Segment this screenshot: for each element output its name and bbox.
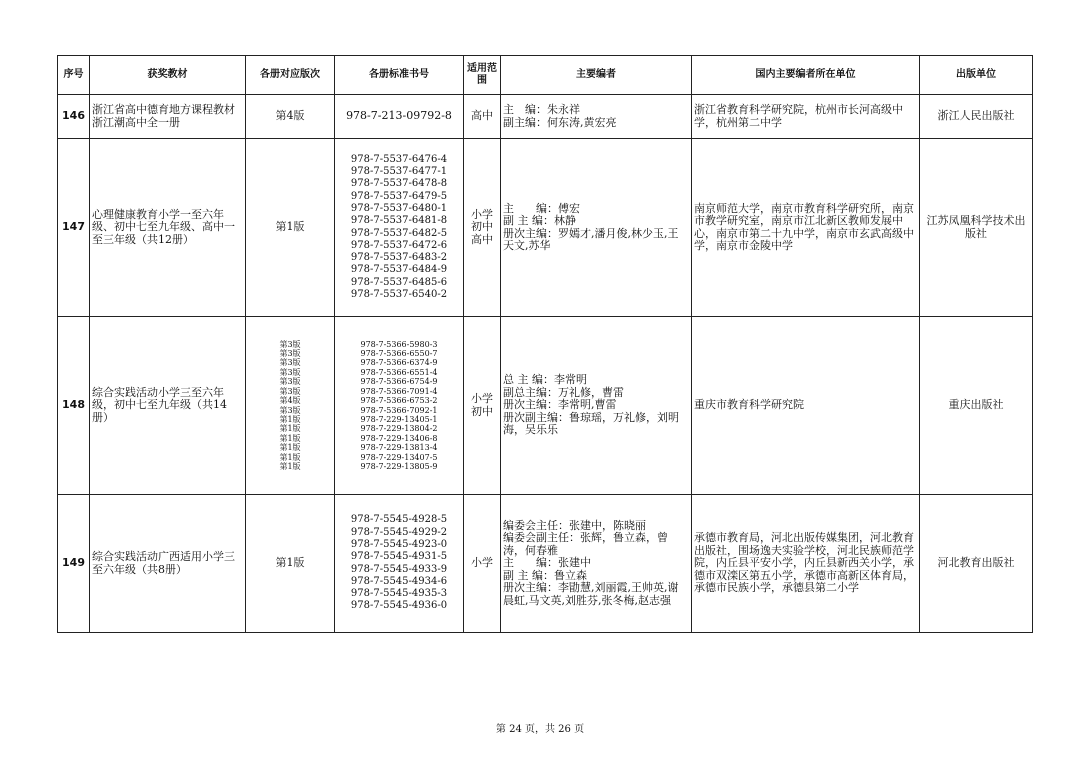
row-units: 浙江省教育科学研究院，杭州市长河高级中学，杭州第二中学 — [692, 95, 920, 139]
row-num: 147 — [58, 139, 90, 317]
header-edition: 各册对应版次 — [246, 56, 335, 95]
row-edition: 第1版 — [246, 495, 335, 633]
row-num: 149 — [58, 495, 90, 633]
row-publisher: 江苏凤凰科学技术出版社 — [920, 139, 1033, 317]
row-scope: 小学 — [464, 495, 501, 633]
row-isbn: 978-7-213-09792-8 — [335, 95, 464, 139]
header-units: 国内主要编者所在单位 — [692, 56, 920, 95]
row-title: 心理健康教育小学一至六年级、初中七至九年级、高中一至三年级（共12册） — [90, 139, 246, 317]
row-editors: 主 编：朱永祥 副主编：何东涛,黄宏亮 — [501, 95, 692, 139]
row-scope: 小学 初中 高中 — [464, 139, 501, 317]
row-title: 综合实践活动广西适用小学三至六年级（共8册） — [90, 495, 246, 633]
row-isbn-list: 978-7-5366-5980-3 978-7-5366-6550-7 978-7-5366-6374-9 978-7-5366-6551-4 978-7-5366-6754-9 978-7-5366-7091-4 978-7-5366-6753-2 978-7-5366-7092-1 978-7-229-13405-1 978-7-229-13804-2 978-7-229-13406-8 978-7-229-13813-4 978-7-229-13407-5 978-7-229-13805-9 — [335, 317, 464, 495]
row-publisher: 重庆出版社 — [920, 317, 1033, 495]
row-scope: 小学 初中 — [464, 317, 501, 495]
table-row — [58, 317, 1033, 495]
row-units: 南京师范大学，南京市教育科学研究所，南京市教学研究室，南京市江北新区教师发展中心，南京市第二十九中学，南京市玄武高级中学，南京市金陵中学 — [692, 139, 920, 317]
awards-table — [57, 55, 1033, 633]
row-scope: 高中 — [464, 95, 501, 139]
header-title: 获奖教材 — [90, 56, 246, 95]
row-publisher: 河北教育出版社 — [920, 495, 1033, 633]
row-units: 重庆市教育科学研究院 — [692, 317, 920, 495]
row-num: 148 — [58, 317, 90, 495]
table-row — [58, 495, 1033, 633]
row-editors: 编委会主任：张建中，陈晓丽 编委会副主任：张辉，鲁立森，曾涛，何春雅 主 编：张建中 副 主 编：鲁立森 册次主编：李勖慧,刘丽霞,王帅英,谢晨虹,马文英,刘胜芬,张冬梅,赵志强 — [501, 495, 692, 633]
row-publisher: 浙江人民出版社 — [920, 95, 1033, 139]
row-title: 综合实践活动小学三至六年级，初中七至九年级（共14册） — [90, 317, 246, 495]
table-row — [58, 95, 1033, 139]
table-row — [58, 139, 1033, 317]
row-title: 浙江省高中德育地方课程教材浙江潮高中全一册 — [90, 95, 246, 139]
row-num: 146 — [58, 95, 90, 139]
row-editors: 总 主 编：李常明 副总主编：万礼修，曹雷 册次主编：李常明,曹雷 册次副主编：鲁琼瑶，万礼修，刘明海，吴乐乐 — [501, 317, 692, 495]
row-edition: 第1版 — [246, 139, 335, 317]
row-edition-list: 第3版 第3版 第3版 第3版 第3版 第3版 第4版 第3版 第1版 第1版 第1版 第1版 第1版 第1版 — [246, 317, 335, 495]
header-scope: 适用范围 — [464, 56, 501, 95]
row-units: 承德市教育局，河北出版传媒集团，河北教育出版社，围场逸夫实验学校，河北民族师范学院，内丘县平安小学，内丘县新西关小学，承德市双滦区第五小学，承德市高新区体育局，承德市民族小学，承德县第二小学 — [692, 495, 920, 633]
row-edition: 第4版 — [246, 95, 335, 139]
header-num: 序号 — [58, 56, 90, 95]
header-publisher: 出版单位 — [920, 56, 1033, 95]
row-editors: 主 编：傅宏 副 主 编：林静 册次主编：罗嫣才,潘月俊,林少玉,王天文,苏华 — [501, 139, 692, 317]
table-header-row — [58, 56, 1033, 95]
page-footer: 第 24 页，共 26 页 — [495, 724, 585, 735]
header-isbn: 各册标准书号 — [335, 56, 464, 95]
header-editors: 主要编者 — [501, 56, 692, 95]
row-isbn-list: 978-7-5537-6476-4 978-7-5537-6477-1 978-7-5537-6478-8 978-7-5537-6479-5 978-7-5537-6480-1 978-7-5537-6481-8 978-7-5537-6482-5 978-7-5537-6472-6 978-7-5537-6483-2 978-7-5537-6484-9 978-7-5537-6485-6 978-7-5537-6540-2 — [335, 139, 464, 317]
row-isbn-list: 978-7-5545-4928-5 978-7-5545-4929-2 978-7-5545-4923-0 978-7-5545-4931-5 978-7-5545-4933-9 978-7-5545-4934-6 978-7-5545-4935-3 978-7-5545-4936-0 — [335, 495, 464, 633]
